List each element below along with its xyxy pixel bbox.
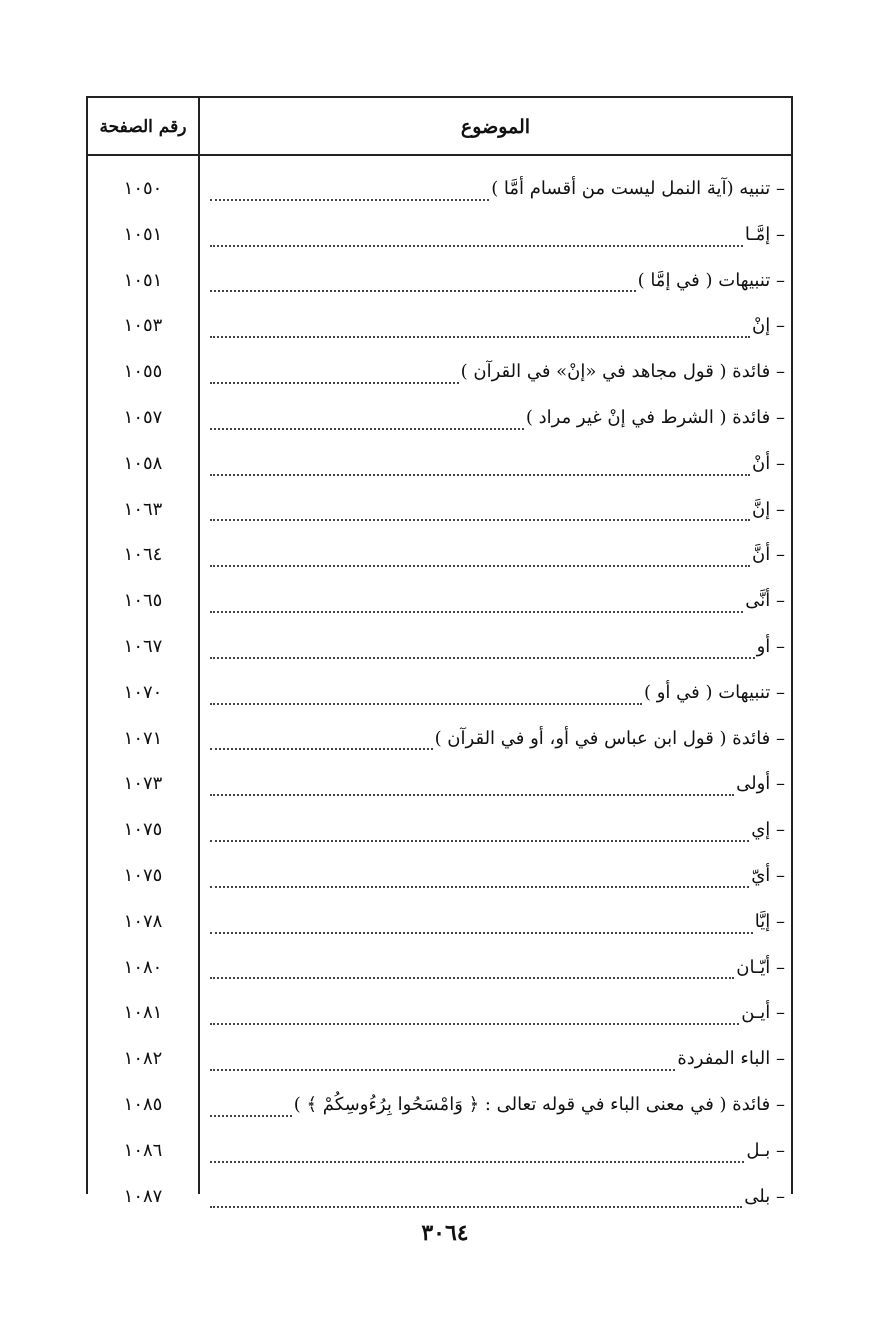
toc-entry-page: ١٠٨٧: [123, 1185, 163, 1207]
toc-entry-page: ١٠٨١: [123, 1002, 163, 1024]
toc-entry-topic: [208, 990, 785, 1036]
toc-entry-topic: [208, 441, 785, 487]
page-number: ٣٠٦٤: [421, 1220, 469, 1246]
dot-leader: [210, 826, 749, 842]
toc-entry: [88, 716, 791, 762]
toc-entry-topic: [208, 166, 785, 212]
table-header: [88, 98, 791, 156]
toc-entry-title: – بـل: [746, 1139, 785, 1161]
toc-entry-title: – تنبيه (آية النمل ليست من أقسام أمَّا ): [491, 178, 785, 199]
toc-table: [86, 96, 793, 1207]
toc-entry: [88, 441, 791, 487]
toc-entry-title: – فائدة ( قول ابن عباس في أو، أو في القرآن ): [434, 727, 785, 749]
dot-leader: [210, 918, 753, 934]
dot-leader: [210, 734, 433, 750]
toc-entry-topic: [208, 807, 785, 853]
toc-entry-page: ١٠٥٠: [123, 178, 163, 199]
toc-entry-title: – فائدة ( قول مجاهد في «إنْ» في القرآن ): [460, 361, 785, 383]
dot-leader: [210, 185, 489, 201]
toc-entry: [88, 624, 791, 670]
dot-leader: [210, 872, 749, 888]
toc-entry-page: ١٠٥٣: [123, 315, 163, 337]
dot-leader: [210, 963, 734, 979]
toc-entry-page: ١٠٨٠: [123, 956, 163, 978]
dot-leader: [210, 780, 734, 796]
toc-entry: [88, 1174, 791, 1220]
toc-entry-title: – الباء المفردة: [677, 1048, 785, 1070]
dot-leader: [210, 414, 524, 430]
dot-leader: [210, 368, 459, 384]
topic-column-header: الموضوع: [460, 116, 531, 138]
toc-entry: [88, 807, 791, 853]
toc-entry: [88, 258, 791, 304]
toc-entry-title: – إنَّ: [752, 498, 785, 520]
dot-leader: [210, 643, 755, 659]
toc-entry: [88, 349, 791, 395]
toc-entry-topic: [208, 212, 785, 258]
dot-leader: [210, 231, 743, 247]
toc-entry-page: ١٠٨٥: [123, 1093, 163, 1115]
dot-leader: [210, 689, 642, 705]
toc-entry-page: ١٠٧٣: [123, 773, 163, 795]
toc-entry-page: ١٠٦٤: [123, 544, 163, 566]
toc-entry: [88, 395, 791, 441]
toc-entry-page: ١٠٥٧: [123, 406, 163, 428]
toc-entry-title: – أيّـان: [736, 956, 785, 978]
toc-entry-title: – بلى: [744, 1185, 785, 1207]
toc-entry-title: – أيّ: [751, 864, 785, 886]
toc-entry: [88, 1036, 791, 1082]
toc-entry: [88, 578, 791, 624]
toc-entry-page: ١٠٦٣: [123, 498, 163, 520]
toc-entry-topic: [208, 487, 785, 533]
toc-entry-page: ١٠٧٠: [123, 681, 163, 703]
toc-entry-topic: [208, 1036, 785, 1082]
toc-entry-page: ١٠٥١: [123, 223, 163, 245]
toc-entry-title: – أنْ: [752, 452, 785, 474]
toc-entry-title: – أو: [756, 635, 785, 657]
toc-entry: [88, 945, 791, 991]
dot-leader: [210, 276, 636, 292]
toc-entry-page: ١٠٨٦: [123, 1139, 163, 1161]
dot-leader: [210, 1192, 742, 1208]
toc-entry-title: – تنبيهات ( في إمَّا ): [637, 269, 785, 291]
toc-entry: [88, 990, 791, 1036]
toc-entry-title: – إمَّـا: [744, 223, 785, 245]
toc-entries: [88, 166, 791, 1219]
toc-entry-topic: [208, 853, 785, 899]
toc-entry-topic: [208, 395, 785, 441]
dot-leader: [210, 1009, 739, 1025]
toc-entry-page: ١٠٥٨: [123, 452, 163, 474]
toc-entry-title: – أنَّ: [752, 544, 785, 566]
toc-entry-page: ١٠٨٢: [123, 1048, 163, 1070]
toc-entry-topic: [208, 624, 785, 670]
toc-entry-topic: [208, 1128, 785, 1174]
toc-entry-topic: [208, 258, 785, 304]
toc-entry-page: ١٠٧٨: [123, 910, 163, 932]
toc-entry-title: – إنْ: [752, 315, 785, 337]
toc-entry-title: – فائدة ( في معنى الباء في قوله تعالى : ﴿ وَامْسَحُوا بِرُءُوسِكُمْ ﴾ ): [293, 1093, 785, 1115]
toc-entry-page: ١٠٥١: [123, 269, 163, 291]
dot-leader: [210, 1055, 675, 1071]
dot-leader: [210, 460, 750, 476]
toc-entry-topic: [208, 1174, 785, 1220]
toc-entry-topic: [208, 349, 785, 395]
toc-entry-title: – أنَّى: [745, 590, 785, 612]
toc-entry-topic: [208, 532, 785, 578]
toc-entry: [88, 761, 791, 807]
dot-leader: [210, 322, 750, 338]
toc-entry-page: ١٠٦٥: [123, 590, 163, 612]
toc-entry: [88, 853, 791, 899]
toc-entry: [88, 1082, 791, 1128]
toc-entry-topic: [208, 761, 785, 807]
toc-entry-page: ١٠٥٥: [123, 361, 163, 383]
toc-entry: [88, 487, 791, 533]
toc-entry-title: – أولى: [736, 773, 785, 795]
dot-leader: [210, 1101, 292, 1117]
toc-entry: [88, 670, 791, 716]
toc-entry-page: ١٠٧١: [123, 727, 163, 749]
dot-leader: [210, 505, 750, 521]
toc-entry-page: ١٠٧٥: [123, 864, 163, 886]
dot-leader: [210, 551, 750, 567]
toc-entry-topic: [208, 670, 785, 716]
toc-entry-topic: [208, 1082, 785, 1128]
toc-entry: [88, 166, 791, 212]
dot-leader: [210, 1147, 744, 1163]
toc-entry-page: ١٠٧٥: [123, 819, 163, 841]
toc-entry-title: – فائدة ( الشرط في إنْ غير مراد ): [525, 406, 785, 428]
dot-leader: [210, 597, 743, 613]
toc-entry-title: – إيَّا: [754, 910, 785, 932]
toc-entry-title: – تنبيهات ( في أو ): [644, 681, 785, 703]
toc-entry-topic: [208, 303, 785, 349]
toc-entry-title: – إي: [751, 819, 785, 841]
toc-entry: [88, 532, 791, 578]
toc-entry-topic: [208, 899, 785, 945]
toc-entry-page: ١٠٦٧: [123, 635, 163, 657]
toc-entry: [88, 899, 791, 945]
toc-entry: [88, 303, 791, 349]
toc-entry-topic: [208, 945, 785, 991]
toc-entry-topic: [208, 578, 785, 624]
toc-entry: [88, 1128, 791, 1174]
toc-entry-title: – أيـن: [741, 1002, 785, 1024]
toc-entry-topic: [208, 716, 785, 762]
toc-entry: [88, 212, 791, 258]
page-column-header: رقم الصفحة: [99, 117, 187, 137]
